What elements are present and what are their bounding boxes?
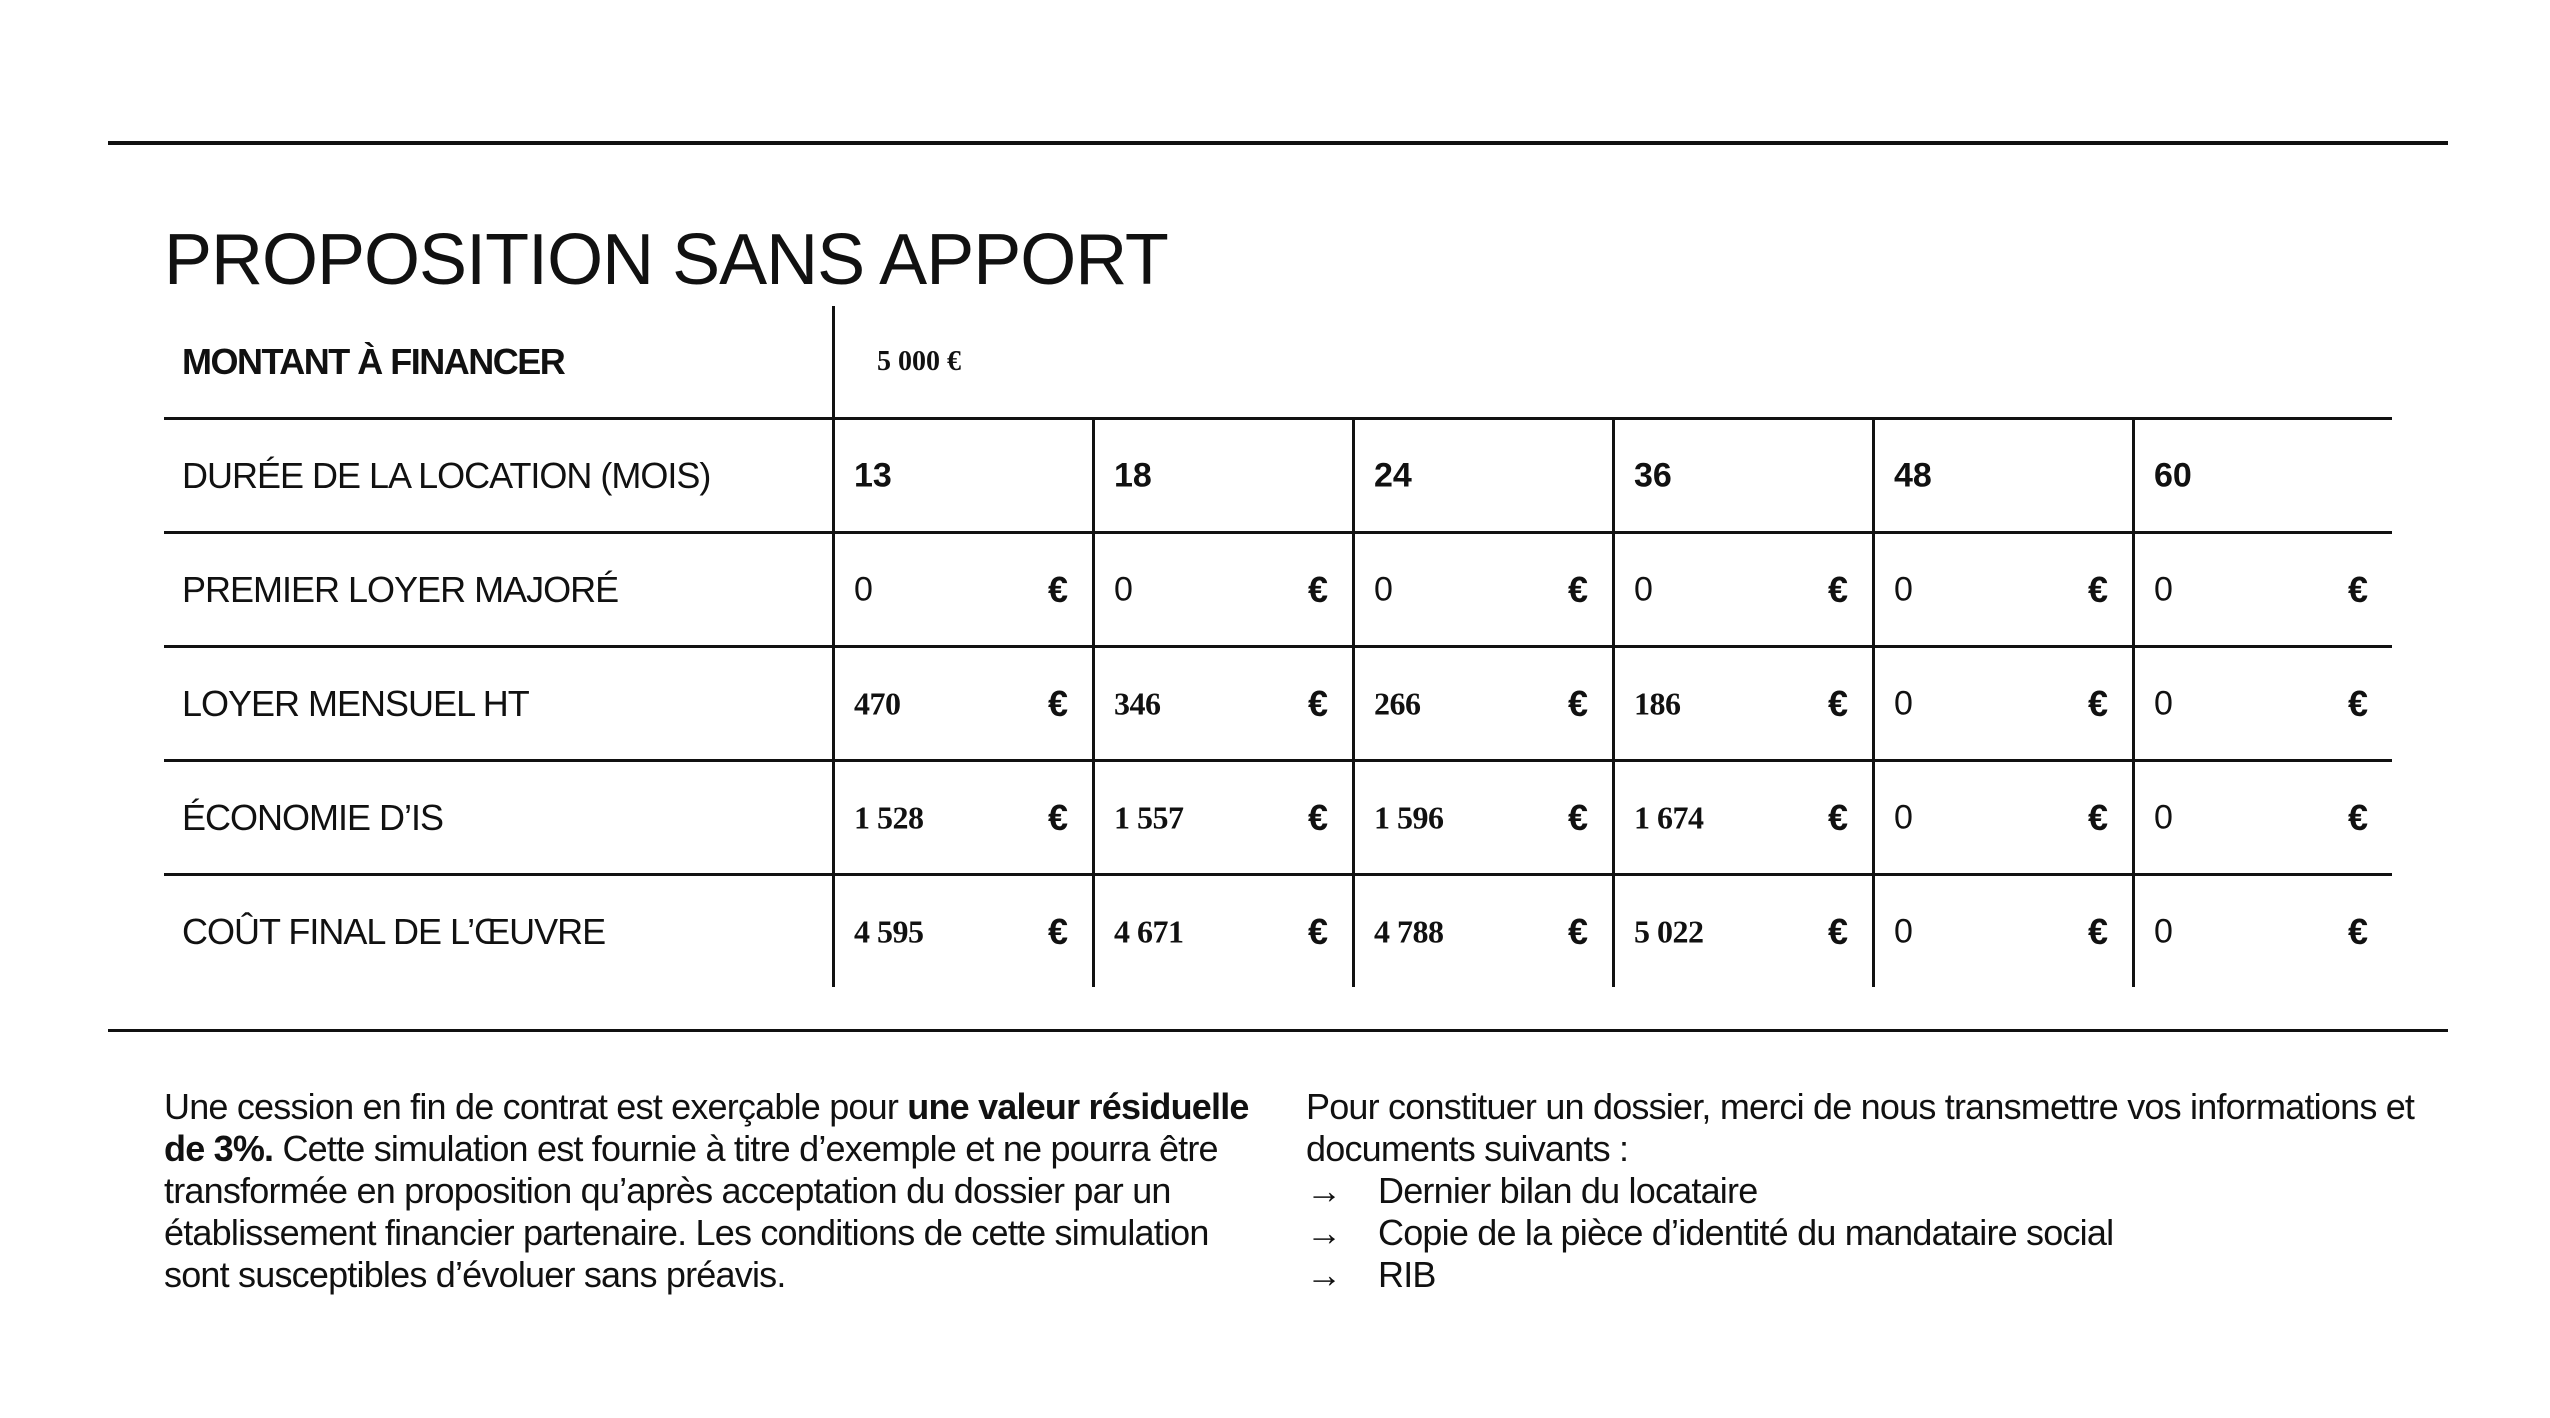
table-cell bbox=[1092, 648, 1352, 759]
cell-value: 0 bbox=[1894, 684, 1913, 722]
duration-cells bbox=[832, 420, 2392, 531]
row-cells bbox=[832, 762, 2392, 873]
euro-symbol: € bbox=[1827, 568, 1848, 610]
disclaimer-before: Une cession en fin de contrat est exerçable pour bbox=[164, 1086, 908, 1127]
document-item-label: RIB bbox=[1378, 1254, 1436, 1295]
cell-value: 0 bbox=[2154, 912, 2173, 950]
cell-value: 346 bbox=[1114, 685, 1161, 721]
duration-value: 48 bbox=[1894, 456, 1932, 494]
premier-loyer-row bbox=[164, 531, 2392, 645]
disclaimer-after: Cette simulation est fournie à titre d’exemple et ne pourra être transformée en proposition qu’après acceptation du dossier par un établissement financier partenaire. Les conditions de cette simulation sont susceptibles d’évoluer sans préavis. bbox=[164, 1128, 1218, 1295]
table-cell bbox=[1872, 762, 2132, 873]
table-cell bbox=[1612, 534, 1872, 645]
cell-value: 1 528 bbox=[854, 799, 924, 835]
cell-value: 5 022 bbox=[1634, 913, 1704, 949]
document-item-label: Copie de la pièce d’identité du mandataire social bbox=[1378, 1212, 2114, 1253]
table-cell bbox=[1352, 876, 1612, 987]
table-cell bbox=[2132, 762, 2392, 873]
arrow-right-icon: → bbox=[1306, 1212, 1342, 1253]
euro-symbol: € bbox=[1567, 568, 1588, 610]
amount-cell bbox=[832, 306, 2395, 417]
cell-value: 1 596 bbox=[1374, 799, 1444, 835]
cell-value: 0 bbox=[1374, 570, 1393, 608]
euro-symbol: € bbox=[1827, 796, 1848, 838]
duration-cell bbox=[1352, 420, 1612, 531]
table-cell bbox=[1872, 876, 2132, 987]
euro-symbol: € bbox=[1047, 568, 1068, 610]
duration-label: DURÉE DE LA LOCATION (MOIS) bbox=[182, 454, 711, 496]
euro-symbol: € bbox=[1307, 796, 1328, 838]
documents-intro: Pour constituer un dossier, merci de nous transmettre vos informations et documents suivants : bbox=[1306, 1086, 2415, 1169]
euro-symbol: € bbox=[1307, 910, 1328, 952]
table-cell bbox=[1872, 648, 2132, 759]
lease-table bbox=[164, 306, 2392, 987]
documents-list bbox=[1306, 1170, 2456, 1296]
duration-value: 18 bbox=[1114, 456, 1152, 494]
euro-symbol: € bbox=[2087, 910, 2108, 952]
duration-value: 60 bbox=[2154, 456, 2192, 494]
cell-value: 0 bbox=[2154, 570, 2173, 608]
euro-symbol: € bbox=[1567, 682, 1588, 724]
amount-row bbox=[164, 306, 2392, 417]
table-cell bbox=[832, 648, 1092, 759]
table-cell bbox=[1612, 762, 1872, 873]
table-cell bbox=[2132, 534, 2392, 645]
euro-symbol: € bbox=[1567, 796, 1588, 838]
document-item-label: Dernier bilan du locataire bbox=[1378, 1170, 1758, 1211]
disclaimer-text bbox=[164, 1086, 1264, 1296]
euro-symbol: € bbox=[2347, 568, 2368, 610]
euro-symbol: € bbox=[2087, 796, 2108, 838]
table-cell bbox=[1352, 648, 1612, 759]
euro-symbol: € bbox=[1047, 910, 1068, 952]
cell-value: 0 bbox=[1894, 912, 1913, 950]
euro-symbol: € bbox=[1827, 682, 1848, 724]
table-cell bbox=[832, 876, 1092, 987]
arrow-right-icon: → bbox=[1306, 1170, 1342, 1211]
euro-symbol: € bbox=[1047, 796, 1068, 838]
table-cell bbox=[832, 534, 1092, 645]
data-rows bbox=[164, 531, 2392, 987]
documents-block bbox=[1306, 1086, 2456, 1296]
document-item bbox=[1306, 1254, 2456, 1296]
cell-value: 4 788 bbox=[1374, 913, 1444, 949]
row-label: COÛT FINAL DE L’ŒUVRE bbox=[182, 910, 606, 952]
table-cell bbox=[1352, 762, 1612, 873]
row-label: LOYER MENSUEL HT bbox=[182, 682, 529, 724]
cell-value: 186 bbox=[1634, 685, 1681, 721]
economie-is-row bbox=[164, 759, 2392, 873]
euro-symbol: € bbox=[1307, 682, 1328, 724]
table-cell bbox=[832, 762, 1092, 873]
euro-symbol: € bbox=[1827, 910, 1848, 952]
table-cell bbox=[1092, 762, 1352, 873]
duration-row bbox=[164, 417, 2392, 531]
euro-symbol: € bbox=[2347, 910, 2368, 952]
euro-symbol: € bbox=[1047, 682, 1068, 724]
document-item bbox=[1306, 1212, 2456, 1254]
cell-value: 0 bbox=[854, 570, 873, 608]
table-cell bbox=[2132, 648, 2392, 759]
euro-symbol: € bbox=[2347, 682, 2368, 724]
duration-value: 24 bbox=[1374, 456, 1412, 494]
euro-symbol: € bbox=[1307, 568, 1328, 610]
arrow-right-icon: → bbox=[1306, 1254, 1342, 1295]
duration-cell bbox=[1092, 420, 1352, 531]
cell-value: 0 bbox=[1894, 798, 1913, 836]
table-cell bbox=[2132, 876, 2392, 987]
row-cells bbox=[832, 534, 2392, 645]
euro-symbol: € bbox=[2087, 682, 2108, 724]
cell-value: 0 bbox=[1634, 570, 1653, 608]
duration-cell bbox=[1612, 420, 1872, 531]
cell-value: 0 bbox=[1894, 570, 1913, 608]
euro-symbol: € bbox=[1567, 910, 1588, 952]
bottom-rule bbox=[108, 1029, 2448, 1032]
amount-value: 5 000 € bbox=[877, 346, 961, 377]
table-cell bbox=[1352, 534, 1612, 645]
table-cell bbox=[1092, 534, 1352, 645]
duration-cell bbox=[832, 420, 1092, 531]
cell-value: 0 bbox=[2154, 684, 2173, 722]
cell-value: 0 bbox=[1114, 570, 1133, 608]
table-cell bbox=[1612, 876, 1872, 987]
top-rule bbox=[108, 141, 2448, 145]
duration-cell bbox=[2132, 420, 2392, 531]
row-label: PREMIER LOYER MAJORÉ bbox=[182, 568, 619, 610]
cell-value: 1 557 bbox=[1114, 799, 1184, 835]
amount-label: MONTANT À FINANCER bbox=[182, 340, 565, 382]
duration-cell bbox=[1872, 420, 2132, 531]
cell-value: 266 bbox=[1374, 685, 1421, 721]
row-label: ÉCONOMIE D’IS bbox=[182, 796, 444, 838]
duration-value: 13 bbox=[854, 456, 892, 494]
duration-value: 36 bbox=[1634, 456, 1672, 494]
page-title: PROPOSITION SANS APPORT bbox=[164, 220, 1168, 301]
disclaimer-bold: une valeur résiduelle de 3%. bbox=[164, 1086, 1249, 1169]
cell-value: 1 674 bbox=[1634, 799, 1704, 835]
table-cell bbox=[1092, 876, 1352, 987]
table-cell bbox=[1612, 648, 1872, 759]
document-item bbox=[1306, 1170, 2456, 1212]
cell-value: 470 bbox=[854, 685, 901, 721]
euro-symbol: € bbox=[2347, 796, 2368, 838]
row-cells bbox=[832, 648, 2392, 759]
cell-value: 4 595 bbox=[854, 913, 924, 949]
cell-value: 4 671 bbox=[1114, 913, 1184, 949]
euro-symbol: € bbox=[2087, 568, 2108, 610]
table-cell bbox=[1872, 534, 2132, 645]
loyer-mensuel-row bbox=[164, 645, 2392, 759]
cell-value: 0 bbox=[2154, 798, 2173, 836]
cout-final-row bbox=[164, 873, 2392, 987]
row-cells bbox=[832, 876, 2392, 987]
